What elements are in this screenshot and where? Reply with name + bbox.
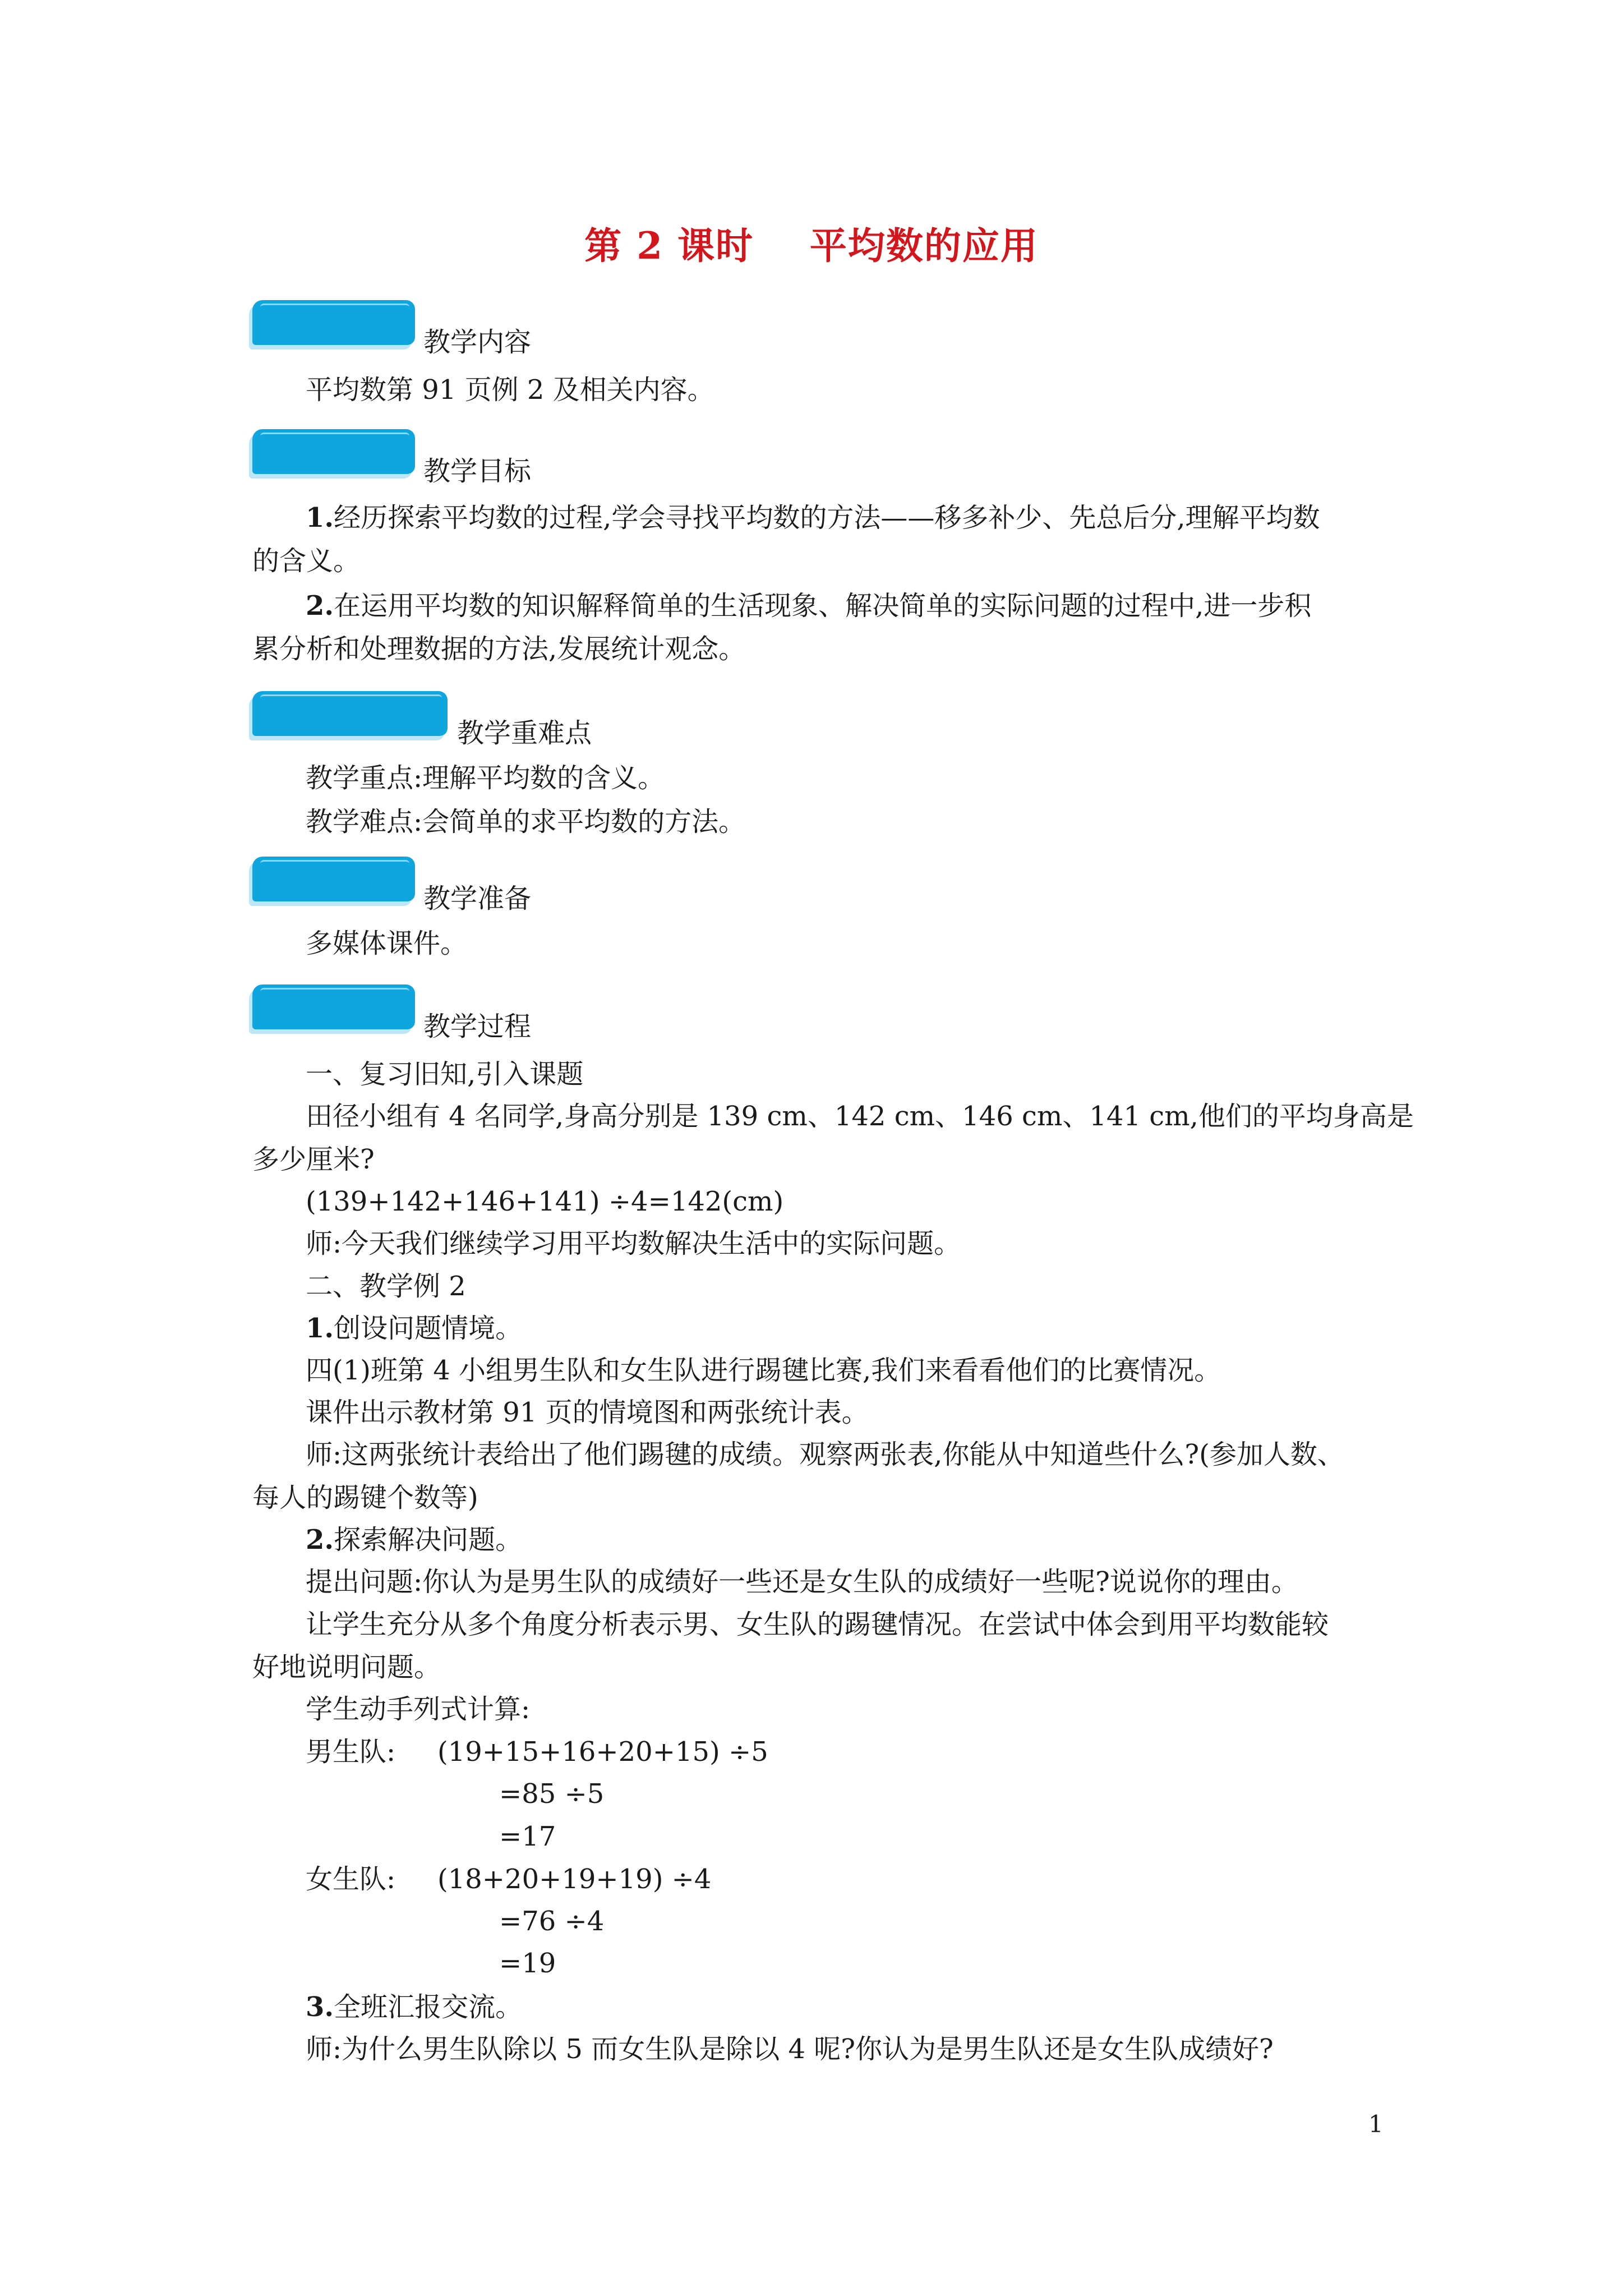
text: 经历探索平均数的过程,学会寻找平均数的方法——移多补少、先总后分,理解平均数: [334, 502, 1320, 533]
formula: =76 ÷4: [499, 1906, 605, 1937]
paragraph: 教学重点:理解平均数的含义。: [306, 762, 665, 794]
calc-label: 女生队:: [306, 1864, 396, 1895]
paragraph: [306, 1312, 522, 1345]
section-label: 教学重难点: [457, 717, 592, 749]
paragraph: 的含义。: [252, 545, 361, 577]
text: 全班汇报交流。: [334, 1991, 523, 2023]
page-title: 第 2 课时 平均数的应用: [584, 224, 1039, 268]
paragraph: 二、教学例 2: [306, 1271, 466, 1302]
paragraph: 多媒体课件。: [306, 928, 468, 959]
paragraph: 教学难点:会简单的求平均数的方法。: [306, 806, 746, 838]
formula: (139+142+146+141) ÷4=142(cm): [306, 1186, 784, 1217]
paragraph: 多少厘米?: [252, 1144, 375, 1175]
formula: =17: [499, 1821, 556, 1852]
paragraph: 累分析和处理数据的方法,发展统计观念。: [252, 633, 746, 665]
paragraph: 师:这两张统计表给出了他们踢毽的成绩。观察两张表,你能从中知道些什么?(参加人数、: [306, 1439, 1344, 1470]
paragraph: 一、复习旧知,引入课题: [306, 1059, 584, 1090]
page-number: 1: [1368, 2110, 1384, 2138]
text: 在运用平均数的知识解释简单的生活现象、解决简单的实际问题的过程中,进一步积: [334, 590, 1312, 622]
paragraph: [306, 589, 1311, 623]
formula: =19: [499, 1948, 556, 1979]
section-tab-icon: [252, 984, 415, 1029]
paragraph: 师:为什么男生队除以 5 而女生队是除以 4 呢?你认为是男生队还是女生队成绩好?: [306, 2033, 1274, 2065]
formula: (18+20+19+19) ÷4: [437, 1864, 712, 1895]
item-number: 1.: [306, 502, 334, 533]
paragraph: 四(1)班第 4 小组男生队和女生队进行踢毽比赛,我们来看看他们的比赛情况。: [306, 1355, 1221, 1386]
text: 探索解决问题。: [334, 1524, 523, 1556]
paragraph: 师:今天我们继续学习用平均数解决生活中的实际问题。: [306, 1228, 961, 1259]
paragraph: 提出问题:你认为是男生队的成绩好一些还是女生队的成绩好一些呢?说说你的理由。: [306, 1566, 1298, 1598]
section-tab-icon: [252, 300, 415, 345]
formula: (19+15+16+20+15) ÷5: [437, 1736, 768, 1768]
item-number: 3.: [306, 1991, 334, 2023]
section-label: 教学过程: [423, 1011, 532, 1042]
paragraph: 学生动手列式计算:: [306, 1694, 531, 1725]
formula: =85 ÷5: [499, 1778, 605, 1810]
calc-label: 男生队:: [306, 1736, 396, 1768]
paragraph: 每人的踢键个数等): [252, 1482, 478, 1513]
section-tab-icon: [252, 857, 415, 901]
text: 创设问题情境。: [334, 1313, 523, 1344]
section-label: 教学内容: [423, 326, 532, 358]
paragraph: [306, 1990, 522, 2024]
section-tab-icon: [252, 691, 448, 736]
paragraph: 课件出示教材第 91 页的情境图和两张统计表。: [306, 1397, 869, 1428]
paragraph: 让学生充分从多个角度分析表示男、女生队的踢毽情况。在尝试中体会到用平均数能较: [306, 1609, 1329, 1640]
item-number: 2.: [306, 590, 334, 622]
paragraph: 田径小组有 4 名同学,身高分别是 139 cm、142 cm、146 cm、141 cm,他们的平均身高是: [306, 1101, 1414, 1132]
item-number: 2.: [306, 1524, 334, 1556]
section-label: 教学准备: [423, 883, 532, 914]
section-label: 教学目标: [423, 455, 532, 487]
paragraph: [306, 501, 1320, 535]
paragraph: 好地说明问题。: [252, 1651, 441, 1683]
section-tab-icon: [252, 429, 415, 474]
paragraph: 平均数第 91 页例 2 及相关内容。: [306, 374, 714, 406]
item-number: 1.: [306, 1313, 334, 1344]
paragraph: [306, 1523, 522, 1557]
